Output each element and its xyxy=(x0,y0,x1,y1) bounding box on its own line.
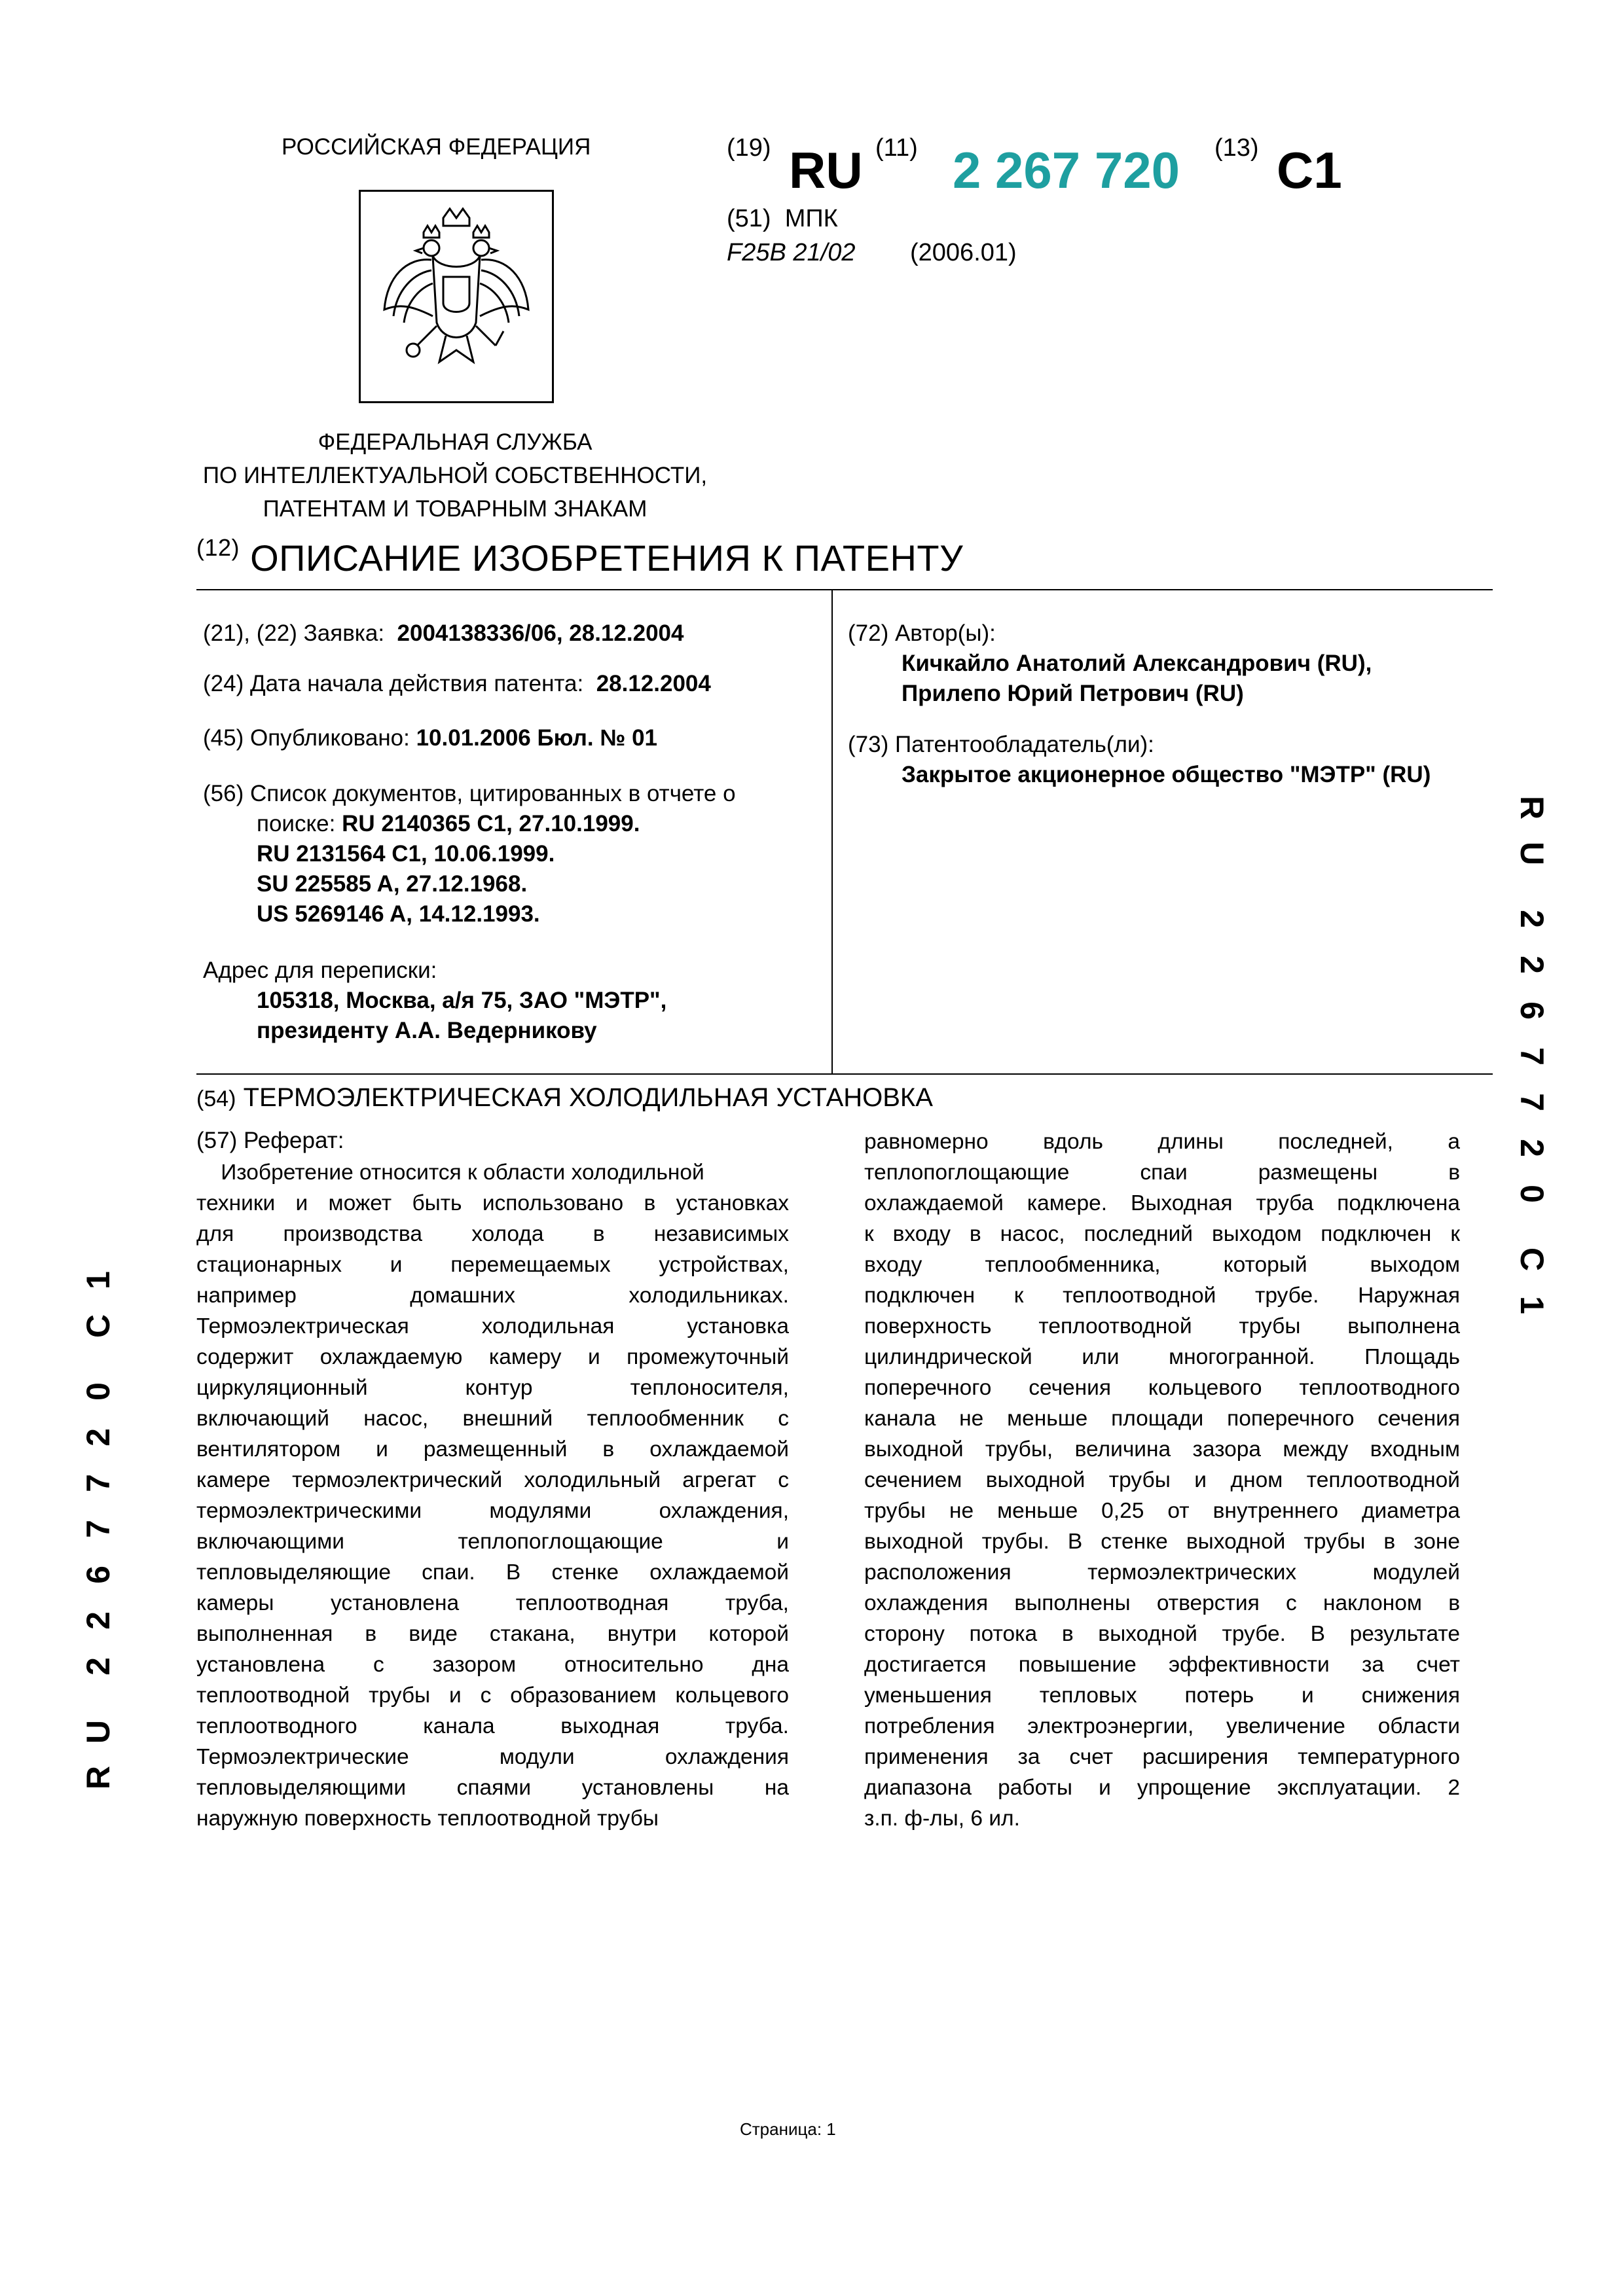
margin-glyph: U xyxy=(80,1718,117,1744)
address-line-1: 105318, Москва, а/я 75, ЗАО "МЭТР", xyxy=(257,988,667,1013)
application-label: (21), (22) Заявка: xyxy=(203,620,385,646)
address-label: Адрес для переписки: xyxy=(203,958,437,983)
margin-glyph: 2 xyxy=(1514,910,1550,929)
holder-label: (73) Патентообладатель(ли): xyxy=(848,732,1154,757)
abstract-line: содержит охлаждаемую камеру и промежуточный xyxy=(196,1345,789,1369)
margin-glyph: 1 xyxy=(80,1270,117,1289)
divider-bottom xyxy=(196,1073,1493,1075)
abstract-line: техники и может быть использовано в установках xyxy=(196,1191,789,1215)
inid-19: (19) xyxy=(727,134,771,162)
document-number: 2 267 720 xyxy=(953,141,1180,199)
agency-name xyxy=(151,425,759,526)
right-margin-doc-number xyxy=(1512,785,1552,1329)
abstract-line: расположения термоэлектрических модулей xyxy=(864,1560,1460,1585)
citations-field xyxy=(203,779,736,929)
abstract-line: для производства холода в независимых xyxy=(196,1222,789,1246)
document-title-text: ОПИСАНИЕ ИЗОБРЕТЕНИЯ К ПАТЕНТУ xyxy=(250,537,964,579)
ipc-class: F25B 21/02 xyxy=(727,239,856,266)
inid-12: (12) xyxy=(196,534,240,561)
abstract-line: выполненная в виде стакана, внутри которой xyxy=(196,1622,789,1646)
abstract-line: поверхность теплоотводной трубы выполнена xyxy=(864,1314,1460,1338)
ipc-version: (2006.01) xyxy=(910,239,1017,266)
citations-prefix: поиске: xyxy=(257,811,336,836)
start-date-value: 28.12.2004 xyxy=(596,671,711,696)
document-title xyxy=(196,534,964,579)
invention-title-text: ТЕРМОЭЛЕКТРИЧЕСКАЯ ХОЛОДИЛЬНАЯ УСТАНОВКА xyxy=(243,1083,933,1112)
abstract-line: теплопоглощающие спаи размещены в xyxy=(864,1160,1460,1185)
abstract-line: включающими теплопоглощающие и xyxy=(196,1530,789,1554)
margin-glyph: 0 xyxy=(80,1381,117,1401)
abstract-line: з.п. ф-лы, 6 ил. xyxy=(864,1806,1020,1831)
agency-line-3: ПАТЕНТАМ И ТОВАРНЫМ ЗНАКАМ xyxy=(263,496,647,522)
margin-glyph: 7 xyxy=(80,1518,117,1538)
published-field xyxy=(203,723,657,753)
abstract-line: трубы не меньше 0,25 от внутреннего диаметра xyxy=(864,1499,1460,1523)
abstract-line: Термоэлектрические модули охлаждения xyxy=(196,1745,789,1769)
abstract-line: теплоотводного канала выходная труба. xyxy=(196,1714,789,1738)
page-number: Страница: 1 xyxy=(740,2119,836,2139)
margin-glyph: 2 xyxy=(80,1427,117,1446)
margin-glyph: 7 xyxy=(1514,1093,1550,1113)
inid-13: (13) xyxy=(1214,134,1259,162)
abstract-line: например домашних холодильниках. xyxy=(196,1283,789,1308)
abstract-line: Термоэлектрическая холодильная установка xyxy=(196,1314,789,1338)
abstract-line: наружную поверхность теплоотводной трубы xyxy=(196,1806,659,1831)
abstract-line: вентилятором и размещенный в охлаждаемой xyxy=(196,1437,789,1462)
abstract-line: достигается повышение эффективности за счет xyxy=(864,1653,1460,1677)
agency-line-2: ПО ИНТЕЛЛЕКТУАЛЬНОЙ СОБСТВЕННОСТИ, xyxy=(202,463,708,488)
abstract-line: теплоотводной трубы и с образованием кольцевого xyxy=(196,1683,789,1708)
abstract-line: цилиндрической или многогранной. Площадь xyxy=(864,1345,1460,1369)
abstract-line: выходной трубы, величина зазора между входным xyxy=(864,1437,1460,1462)
abstract-left-column xyxy=(196,1157,789,1834)
published-value: 10.01.2006 Бюл. № 01 xyxy=(416,725,658,751)
margin-glyph: 2 xyxy=(80,1656,117,1676)
citation-2: RU 2131564 C1, 10.06.1999. xyxy=(257,841,555,867)
margin-glyph: 7 xyxy=(1514,1047,1550,1067)
published-label: (45) Опубликовано: xyxy=(203,725,410,751)
abstract-line: охлаждения выполнены отверстия с наклоном в xyxy=(864,1591,1460,1615)
margin-glyph: 1 xyxy=(1514,1296,1550,1316)
address-field xyxy=(203,956,666,1046)
margin-glyph: R xyxy=(80,1764,117,1790)
abstract-line: входу теплообменника, который выходом xyxy=(864,1253,1460,1277)
application-value: 2004138336/06, 28.12.2004 xyxy=(397,620,684,646)
holder-field xyxy=(848,730,1431,790)
margin-glyph: 7 xyxy=(80,1473,117,1492)
margin-glyph: 6 xyxy=(1514,1001,1550,1021)
abstract-line: тепловыделяющие спаи. В стенке охлаждаемой xyxy=(196,1560,789,1585)
inid-51 xyxy=(727,205,838,233)
start-date-field xyxy=(203,669,711,699)
author-2: Прилепо Юрий Петрович (RU) xyxy=(902,681,1244,706)
state-emblem xyxy=(359,190,554,403)
abstract-line: уменьшения тепловых потерь и снижения xyxy=(864,1683,1460,1708)
abstract-line: равномерно вдоль длины последней, а xyxy=(864,1130,1460,1154)
kind-code: C1 xyxy=(1277,141,1342,199)
divider-vertical xyxy=(831,589,833,1073)
double-headed-eagle-icon xyxy=(361,192,552,401)
abstract-line: подключен к теплоотводной трубе. Наружная xyxy=(864,1283,1460,1308)
agency-line-1: ФЕДЕРАЛЬНАЯ СЛУЖБА xyxy=(318,429,593,455)
abstract-line: выходной трубы. В стенке выходной трубы в зоне xyxy=(864,1530,1460,1554)
margin-glyph: 0 xyxy=(1514,1185,1550,1204)
margin-glyph: 2 xyxy=(1514,956,1550,975)
abstract-line: охлаждаемой камере. Выходная труба подключена xyxy=(864,1191,1460,1215)
citation-3: SU 225585 A, 27.12.1968. xyxy=(257,871,528,897)
abstract-line: сечением выходной трубы и дном теплоотводной xyxy=(864,1468,1460,1492)
abstract-line: циркуляционный контур теплоносителя, xyxy=(196,1376,789,1400)
abstract-line: поперечного сечения кольцевого теплоотводного xyxy=(864,1376,1460,1400)
abstract-line: включающий насос, внешний теплообменник с xyxy=(196,1407,789,1431)
citations-label: (56) Список документов, цитированных в отчете о xyxy=(203,781,736,806)
invention-title xyxy=(196,1083,933,1113)
abstract-line: стационарных и перемещаемых устройствах, xyxy=(196,1253,789,1277)
holder-value: Закрытое акционерное общество "МЭТР" (RU) xyxy=(902,762,1431,787)
abstract-right-column xyxy=(864,1126,1460,1834)
abstract-line: применения за счет расширения температурного xyxy=(864,1745,1460,1769)
ipc-code: (51) xyxy=(727,205,771,232)
margin-glyph: U xyxy=(1514,841,1550,867)
abstract-line: термоэлектрическими модулями охлаждения, xyxy=(196,1499,789,1523)
authors-label: (72) Автор(ы): xyxy=(848,620,996,646)
application-field xyxy=(203,619,684,649)
abstract-line: камере термоэлектрический холодильный агрегат с xyxy=(196,1468,789,1492)
margin-glyph: 2 xyxy=(1514,1139,1550,1158)
abstract-line: сторону потока в выходной трубе. В результате xyxy=(864,1622,1460,1646)
margin-glyph: 6 xyxy=(80,1564,117,1584)
country-code: RU xyxy=(789,141,863,199)
start-date-label: (24) Дата начала действия патента: xyxy=(203,671,584,696)
inid-54: (54) xyxy=(196,1086,236,1111)
margin-glyph: C xyxy=(1514,1247,1550,1273)
left-margin-doc-number xyxy=(79,1257,118,1800)
abstract-line: канала не меньше площади поперечного сечения xyxy=(864,1407,1460,1431)
divider-top xyxy=(196,589,1493,590)
margin-glyph: R xyxy=(1514,795,1550,821)
ipc-label: МПК xyxy=(784,205,838,232)
abstract-label: (57) Реферат: xyxy=(196,1128,344,1153)
margin-glyph: C xyxy=(80,1312,117,1338)
inid-11: (11) xyxy=(875,134,918,162)
abstract-line: к входу в насос, последний выходом подключен к xyxy=(864,1222,1460,1246)
country-name: РОССИЙСКАЯ ФЕДЕРАЦИЯ xyxy=(282,134,591,160)
citation-4: US 5269146 A, 14.12.1993. xyxy=(257,901,540,927)
citation-1: RU 2140365 C1, 27.10.1999. xyxy=(342,811,640,836)
abstract-line: Изобретение относится к области холодильной xyxy=(196,1160,704,1185)
abstract-line: потребления электроэнергии, увеличение области xyxy=(864,1714,1460,1738)
author-1: Кичкайло Анатолий Александрович (RU), xyxy=(902,651,1372,676)
margin-glyph: 2 xyxy=(80,1610,117,1630)
abstract-line: тепловыделяющими спаями установлены на xyxy=(196,1776,789,1800)
abstract-line: установлена с зазором относительно дна xyxy=(196,1653,789,1677)
abstract-line: камеры установлена теплоотводная труба, xyxy=(196,1591,789,1615)
address-line-2: президенту А.А. Ведерникову xyxy=(257,1018,597,1043)
abstract-line: диапазона работы и упрощение эксплуатации. 2 xyxy=(864,1776,1460,1800)
authors-field xyxy=(848,619,1372,709)
